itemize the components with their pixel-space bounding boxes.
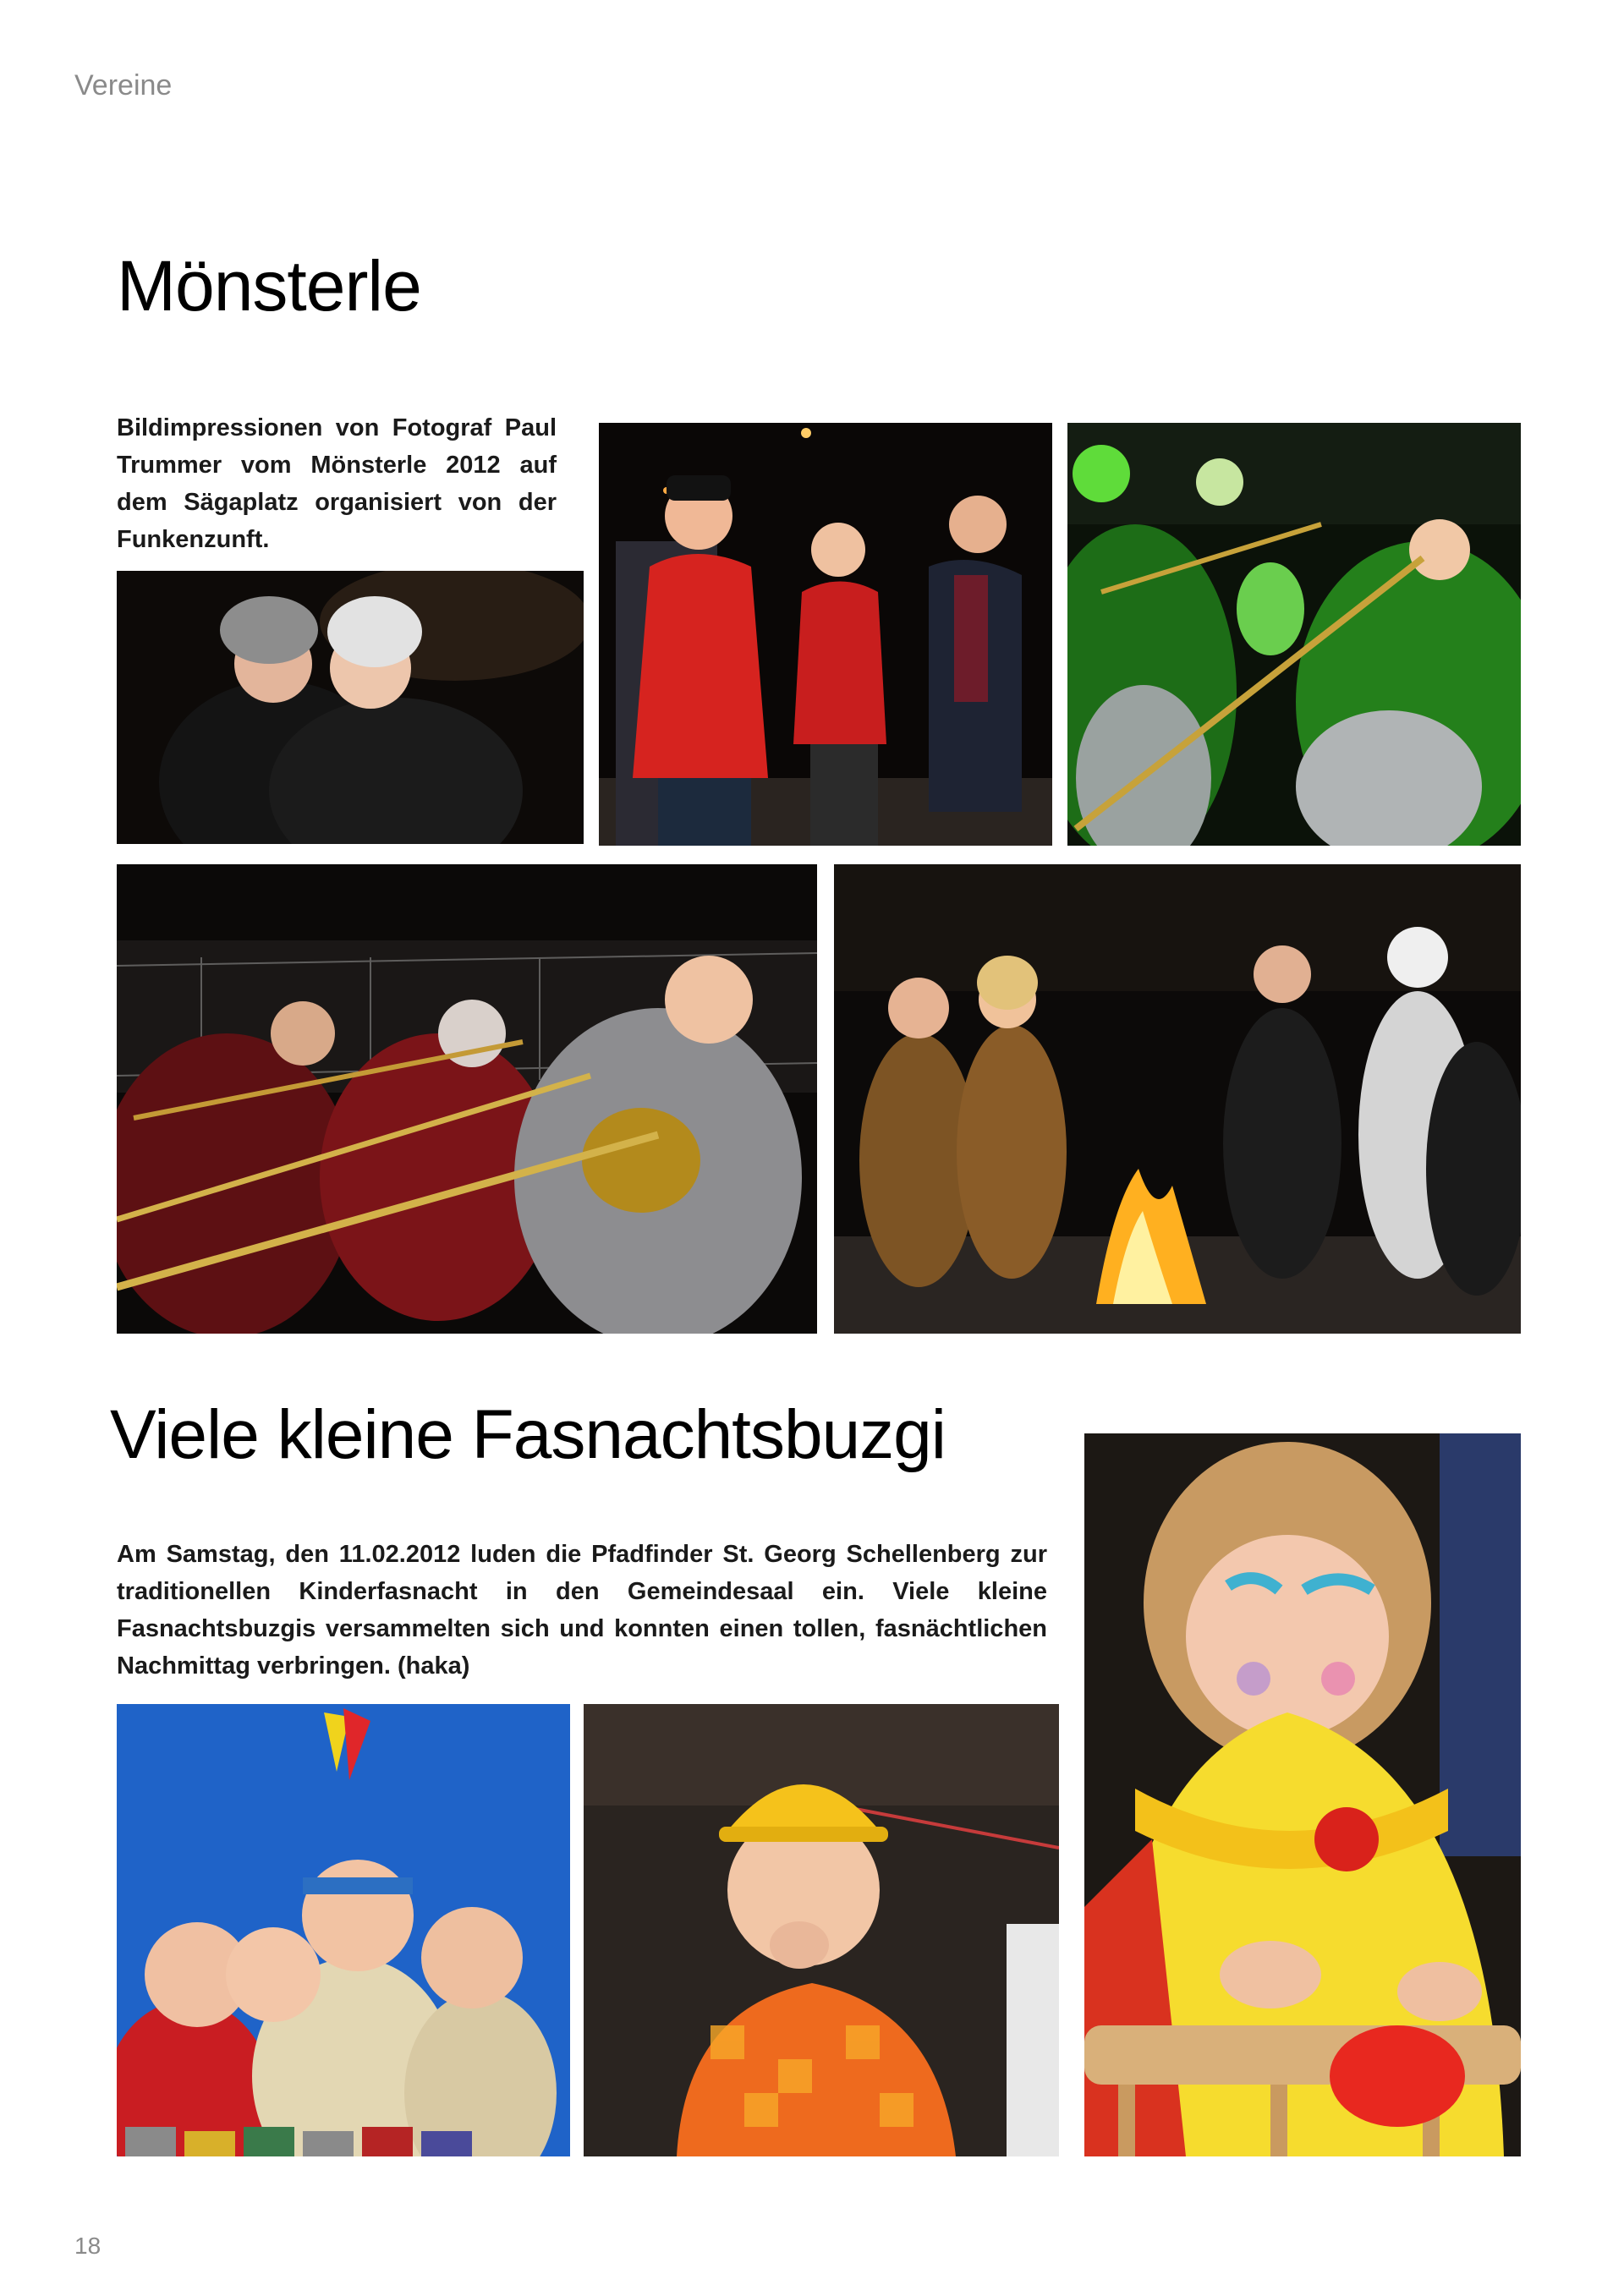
article-caption-moensterle: Bildimpressionen von Fotograf Paul Trummer vom Mönsterle 2012 auf dem Sägaplatz organisiert von der Funkenzunft. <box>117 414 557 553</box>
page-number: 18 <box>74 2233 102 2259</box>
photo-girls-knit-hats <box>117 571 584 844</box>
article-title-fasnachtsbuzgi: Viele kleine Fasnachtsbuzgi <box>110 1396 946 1473</box>
photo-kids-blue-background <box>117 1704 570 2156</box>
photo-brass-band <box>117 864 817 1334</box>
photo-people-red-jackets <box>599 423 1052 846</box>
section-label: Vereine <box>74 69 173 101</box>
article-caption-fasnachtsbuzgi: Am Samstag, den 11.02.2012 luden die Pfadfinder St. Georg Schellenberg zur traditionellen Kinderfasnacht in den Gemeindesaal ein. Viele kleine Fasnachtsbuzgis versammelten sich und konnten einen tollen, fasnächtlichen Nachmittag verbringen. (haka) <box>117 1541 1047 1680</box>
photo-toddler-clown <box>1084 1433 1521 2156</box>
article-title-moensterle: Mönsterle <box>117 246 421 326</box>
photo-green-trombones <box>1067 423 1521 846</box>
photo-boy-helmet <box>584 1704 1059 2156</box>
photo-group-by-fire <box>834 864 1521 1334</box>
